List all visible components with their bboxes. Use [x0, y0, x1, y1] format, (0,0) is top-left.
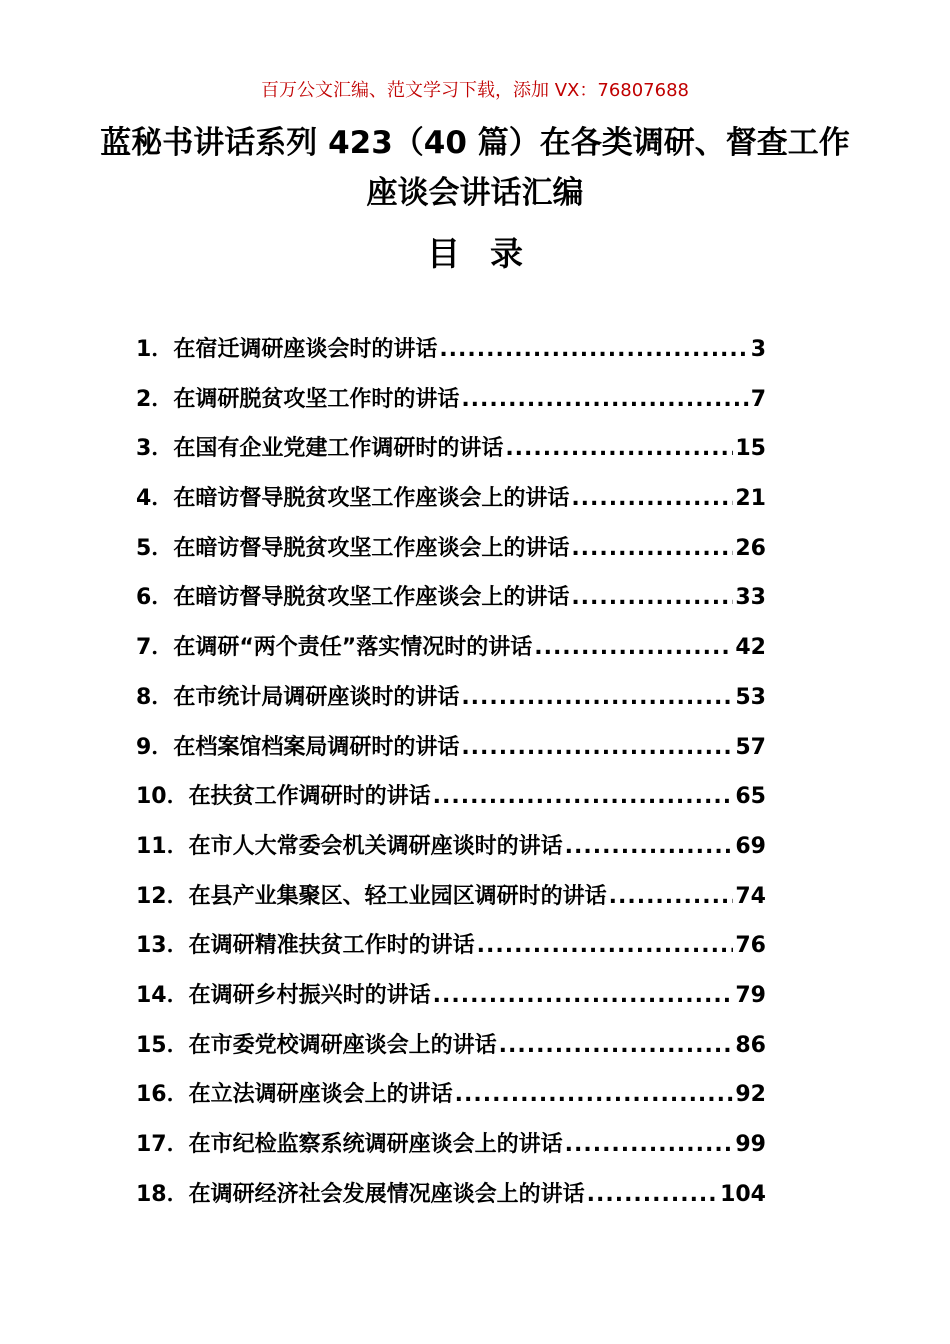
toc-entry[interactable] [136, 779, 766, 829]
toc-entry-number: 16． [136, 1082, 189, 1108]
toc-entry-number: 8． [136, 684, 174, 710]
toc-entry[interactable] [136, 1077, 766, 1127]
toc-entry-page: 42 [735, 635, 766, 661]
toc-entry-number: 12． [136, 883, 189, 909]
toc-dot-leader [455, 1082, 734, 1107]
toc-entry[interactable] [136, 431, 766, 481]
toc-entry-page: 86 [735, 1032, 766, 1058]
toc-dot-leader [565, 1132, 734, 1157]
toc-entry[interactable] [136, 978, 766, 1028]
toc-entry-page: 104 [720, 1181, 766, 1207]
toc-entry[interactable] [136, 630, 766, 680]
toc-entry[interactable] [136, 481, 766, 531]
toc-dot-leader [433, 784, 734, 809]
toc-dot-leader [505, 436, 733, 461]
toc-entry-number: 2． [136, 386, 174, 412]
toc-entry-number: 7． [136, 635, 174, 661]
toc-entry[interactable] [136, 1177, 766, 1227]
toc-heading: 目录 [427, 234, 553, 273]
toc-entry-number: 15． [136, 1032, 189, 1058]
toc-entry-number: 4． [136, 486, 174, 512]
toc-entry-page: 57 [735, 734, 766, 760]
toc-entry-title: 在调研“两个责任”落实情况时的讲话 [173, 635, 533, 661]
toc-entry-page: 65 [735, 784, 766, 810]
toc-entry-title: 在暗访督导脱贫攻坚工作座谈会上的讲话 [173, 585, 570, 611]
toc-entry-title: 在调研脱贫攻坚工作时的讲话 [173, 386, 460, 412]
toc-entry-title: 在宿迁调研座谈会时的讲话 [173, 337, 438, 362]
toc-entry-title: 在暗访督导脱贫攻坚工作座谈会上的讲话 [173, 535, 570, 561]
toc-entry[interactable] [136, 1127, 766, 1177]
toc-entry-title: 在调研精准扶贫工作时的讲话 [188, 933, 475, 959]
toc-entry[interactable] [136, 1028, 766, 1078]
toc-entry-title: 在暗访督导脱贫攻坚工作座谈会上的讲话 [173, 486, 570, 512]
toc-list [136, 332, 766, 1226]
toc-entry-title: 在市纪检监察系统调研座谈会上的讲话 [188, 1132, 563, 1157]
toc-dot-leader [477, 933, 734, 958]
toc-entry[interactable] [136, 928, 766, 978]
toc-entry-page: 74 [735, 883, 766, 909]
toc-entry-number: 13． [136, 933, 189, 959]
toc-dot-leader [461, 735, 733, 760]
document-title: 蓝秘书讲话系列 423（40 篇）在各类调研、督查工作座谈会讲话汇编 [100, 125, 850, 211]
toc-dot-leader [534, 635, 733, 660]
toc-entry-page: 79 [735, 982, 766, 1008]
toc-dot-leader [571, 585, 733, 610]
toc-entry-page: 69 [735, 833, 766, 859]
toc-entry-number: 14． [136, 982, 189, 1008]
toc-entry-page: 99 [735, 1132, 766, 1157]
toc-entry-title: 在立法调研座谈会上的讲话 [188, 1082, 453, 1108]
toc-entry[interactable] [136, 730, 766, 780]
toc-dot-leader [609, 884, 734, 909]
toc-entry-page: 15 [735, 436, 766, 462]
toc-entry-number: 18． [136, 1181, 189, 1207]
toc-entry-page: 7 [750, 386, 766, 412]
toc-entry-page: 3 [750, 337, 766, 362]
toc-entry-page: 21 [735, 486, 766, 512]
toc-entry-number: 3． [136, 436, 174, 462]
toc-entry-number: 11． [136, 833, 189, 859]
toc-entry-number: 5． [136, 535, 174, 561]
toc-entry[interactable] [136, 580, 766, 630]
toc-entry-title: 在扶贫工作调研时的讲话 [188, 784, 431, 810]
toc-dot-leader [439, 337, 748, 362]
toc-dot-leader [571, 536, 733, 561]
toc-entry-title: 在市统计局调研座谈时的讲话 [173, 684, 460, 710]
toc-entry-title: 在国有企业党建工作调研时的讲话 [173, 436, 504, 462]
toc-entry[interactable] [136, 531, 766, 581]
toc-dot-leader [499, 1033, 734, 1058]
toc-entry-number: 9． [136, 734, 174, 760]
toc-entry-title: 在县产业集聚区、轻工业园区调研时的讲话 [188, 883, 607, 909]
toc-entry-page: 53 [735, 684, 766, 710]
header-note: 百万公文汇编、范文学习下载，添加 VX：76807688 [261, 80, 689, 101]
toc-entry-page: 26 [735, 535, 766, 561]
toc-entry[interactable] [136, 680, 766, 730]
toc-entry-number: 1． [136, 337, 174, 362]
toc-dot-leader [571, 486, 733, 511]
toc-entry-page: 92 [735, 1082, 766, 1108]
toc-entry-number: 6． [136, 585, 174, 611]
toc-dot-leader [461, 685, 733, 710]
toc-entry-title: 在市委党校调研座谈会上的讲话 [188, 1032, 497, 1058]
toc-entry[interactable] [136, 829, 766, 879]
toc-entry-title: 在调研乡村振兴时的讲话 [188, 982, 431, 1008]
toc-dot-leader [433, 983, 734, 1008]
toc-entry[interactable] [136, 879, 766, 929]
toc-entry[interactable] [136, 332, 766, 382]
toc-entry-page: 33 [735, 585, 766, 611]
toc-entry-number: 10． [136, 784, 189, 810]
toc-entry-page: 76 [735, 933, 766, 959]
toc-entry-title: 在市人大常委会机关调研座谈时的讲话 [188, 833, 563, 859]
toc-dot-leader [587, 1182, 718, 1207]
toc-entry-title: 在调研经济社会发展情况座谈会上的讲话 [188, 1181, 585, 1207]
toc-entry-number: 17． [136, 1132, 189, 1157]
toc-entry[interactable] [136, 382, 766, 432]
toc-dot-leader [565, 834, 734, 859]
toc-dot-leader [461, 387, 748, 412]
toc-entry-title: 在档案馆档案局调研时的讲话 [173, 734, 460, 760]
